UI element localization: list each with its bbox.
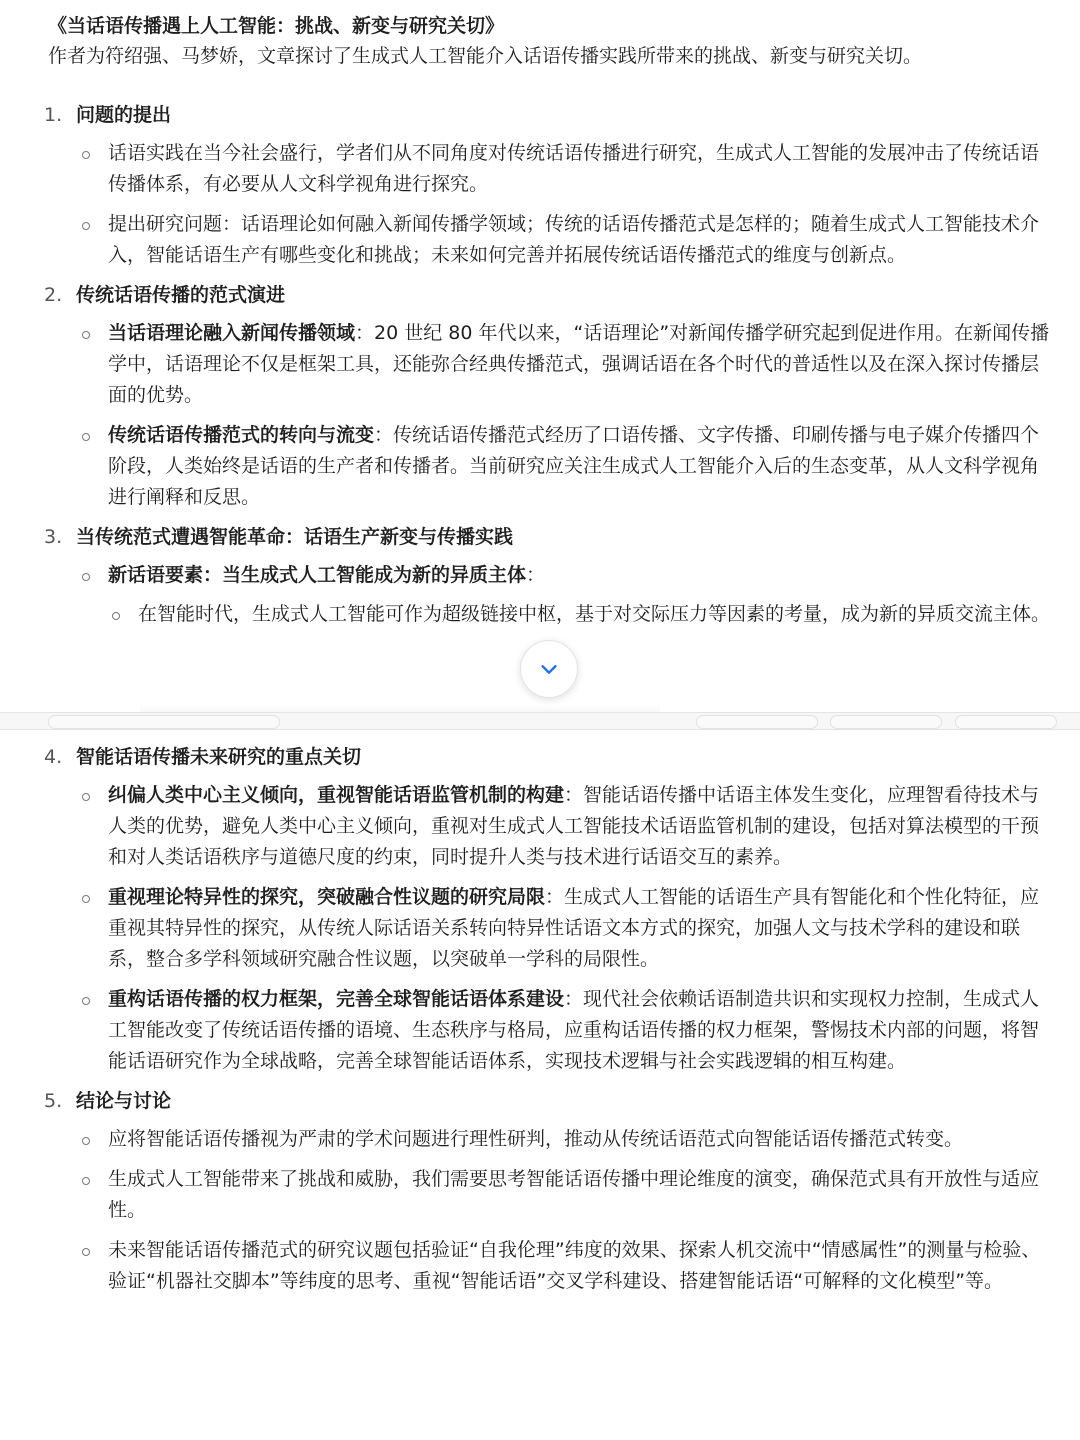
bullet-bold-lead: 传统话语传播范式的转向与流变	[108, 424, 375, 446]
bullet-item	[44, 560, 1054, 630]
bullet-item	[44, 882, 1054, 975]
bullet-item	[44, 1124, 1054, 1155]
section-number: 4.	[44, 746, 63, 768]
bullet-bold-lead: 重视理论特异性的探究，突破融合性议题的研究局限	[108, 886, 546, 908]
chevron-down-icon	[538, 658, 560, 680]
bullet-bold-lead: 当话语理论融入新闻传播领域	[108, 322, 356, 344]
section-heading	[44, 522, 1054, 552]
bullet-text: 提出研究问题：话语理论如何融入新闻传播学领域；传统的话语传播范式是怎样的；随着生成式人工智能技术介入，智能话语生产有哪些变化和挑战；未来如何完善并拓展传统话语传播范式的维度与创新点。	[108, 213, 1040, 266]
bullet-bold-lead: 纠偏人类中心主义倾向，重视智能话语监管机制的构建	[108, 784, 565, 806]
bullet-item	[44, 209, 1054, 271]
article-intro: 作者为符绍强、马梦娇，文章探讨了生成式人工智能介入话语传播实践所带来的挑战、新变与研究关切。	[48, 45, 923, 67]
bullet-text: 生成式人工智能带来了挑战和威胁，我们需要思考智能话语传播中理论维度的演变，确保范式具有开放性与适应性。	[108, 1168, 1040, 1221]
article-title: 《当话语传播遇上人工智能：挑战、新变与研究关切》	[48, 15, 505, 37]
bullet-text: 未来智能话语传播范式的研究议题包括验证“自我伦理”纬度的效果、探索人机交流中“情感属性”的测量与检验、验证“机器社交脚本”等纬度的思考、重视“智能话语”交叉学科建设、搭建智能话语“可解释的文化模型”等。	[108, 1239, 1041, 1292]
bullet-text: ：20 世纪 80 年代以来，“话语理论”对新闻传播学研究起到促进作用。在新闻传播学中，话语理论不仅是框架工具，还能弥合经典传播范式，强调话语在各个时代的普适性以及在深入探讨传播层面的优势。	[108, 322, 1050, 406]
bullet-item	[44, 318, 1054, 411]
section-number: 3.	[44, 526, 63, 548]
bullet-list	[44, 560, 1054, 630]
bullet-bold-lead: 新话语要素：当生成式人工智能成为新的异质主体	[108, 564, 527, 586]
section-item	[44, 522, 1054, 630]
bullet-item	[44, 984, 1054, 1077]
section-number: 1.	[44, 104, 63, 126]
bullet-text: ：生成式人工智能的话语生产具有智能化和个性化特征，应重视其特异性的探究，从传统人际话语关系转向特异性话语文本方式的探究，加强人文与技术学科的建设和联系，整合多学科领域研究融合性议题，以突破单一学科的局限性。	[108, 886, 1040, 970]
section-heading	[44, 100, 1054, 130]
bullet-text: 应将智能话语传播视为严肃的学术问题进行理性研判，推动从传统话语范式向智能话语传播范式转变。	[108, 1128, 964, 1150]
section-heading	[44, 1086, 1054, 1116]
section-title: 结论与讨论	[76, 1090, 172, 1112]
section-number: 2.	[44, 284, 63, 306]
bullet-item	[44, 1235, 1054, 1297]
bullet-list	[44, 780, 1054, 1077]
section-heading	[44, 280, 1054, 310]
section-title: 传统话语传播的范式演进	[76, 284, 286, 306]
bullet-text: ：	[526, 564, 546, 586]
top-screenshot-panel	[0, 0, 1080, 716]
bullet-text: ：现代社会依赖话语制造共识和实现权力控制，生成式人工智能改变了传统话语传播的语境、生态秩序与格局，应重构话语传播的权力框架，警惕技术内部的问题，将智能话语研究作为全球战略，完善全球智能话语体系，实现技术逻辑与社会实践逻辑的相互构建。	[108, 988, 1040, 1072]
section-item	[44, 280, 1054, 513]
bullet-list	[44, 318, 1054, 513]
section-title: 当传统范式遭遇智能革命：话语生产新变与传播实践	[76, 526, 514, 548]
section-item	[44, 1086, 1054, 1297]
bullet-item	[44, 420, 1054, 513]
bullet-text: 话语实践在当今社会盛行，学者们从不同角度对传统话语传播进行研究，生成式人工智能的发展冲击了传统话语传播体系，有必要从人文科学视角进行探究。	[108, 142, 1040, 195]
section-title: 问题的提出	[76, 104, 172, 126]
bullet-list	[44, 1124, 1054, 1297]
bullet-text: ：传统话语传播范式经历了口语传播、文字传播、印刷传播与电子媒介传播四个阶段，人类始终是话语的生产者和传播者。当前研究应关注生成式人工智能介入后的生态变革，从人文科学视角进行阐释和反思。	[108, 424, 1040, 508]
bullet-item	[44, 138, 1054, 200]
sub-bullet-item: 在智能时代，生成式人工智能可作为超级链接中枢，基于对交际压力等因素的考量，成为新的异质交流主体。	[108, 599, 1054, 630]
section-list-top	[44, 100, 1054, 639]
sub-bullet-list	[108, 599, 1054, 630]
section-number: 5.	[44, 1090, 63, 1112]
bullet-list	[44, 138, 1054, 271]
bullet-item	[44, 780, 1054, 873]
section-heading	[44, 742, 1054, 772]
section-list-bottom	[44, 742, 1054, 1306]
section-item	[44, 742, 1054, 1077]
section-title: 智能话语传播未来研究的重点关切	[76, 746, 362, 768]
section-item	[44, 100, 1054, 271]
scroll-down-button[interactable]	[520, 640, 578, 698]
bullet-bold-lead: 重构话语传播的权力框架，完善全球智能话语体系建设	[108, 988, 565, 1010]
bullet-item	[44, 1164, 1054, 1226]
bullet-text: ：智能话语传播中话语主体发生变化，应理智看待技术与人类的优势，避免人类中心主义倾向，重视对生成式人工智能技术话语监管机制的建设，包括对算法模型的干预和对人类话语秩序与道德尺度的约束，同时提升人类与技术进行话语交互的素养。	[108, 784, 1040, 868]
bottom-screenshot-panel	[0, 726, 1080, 1440]
